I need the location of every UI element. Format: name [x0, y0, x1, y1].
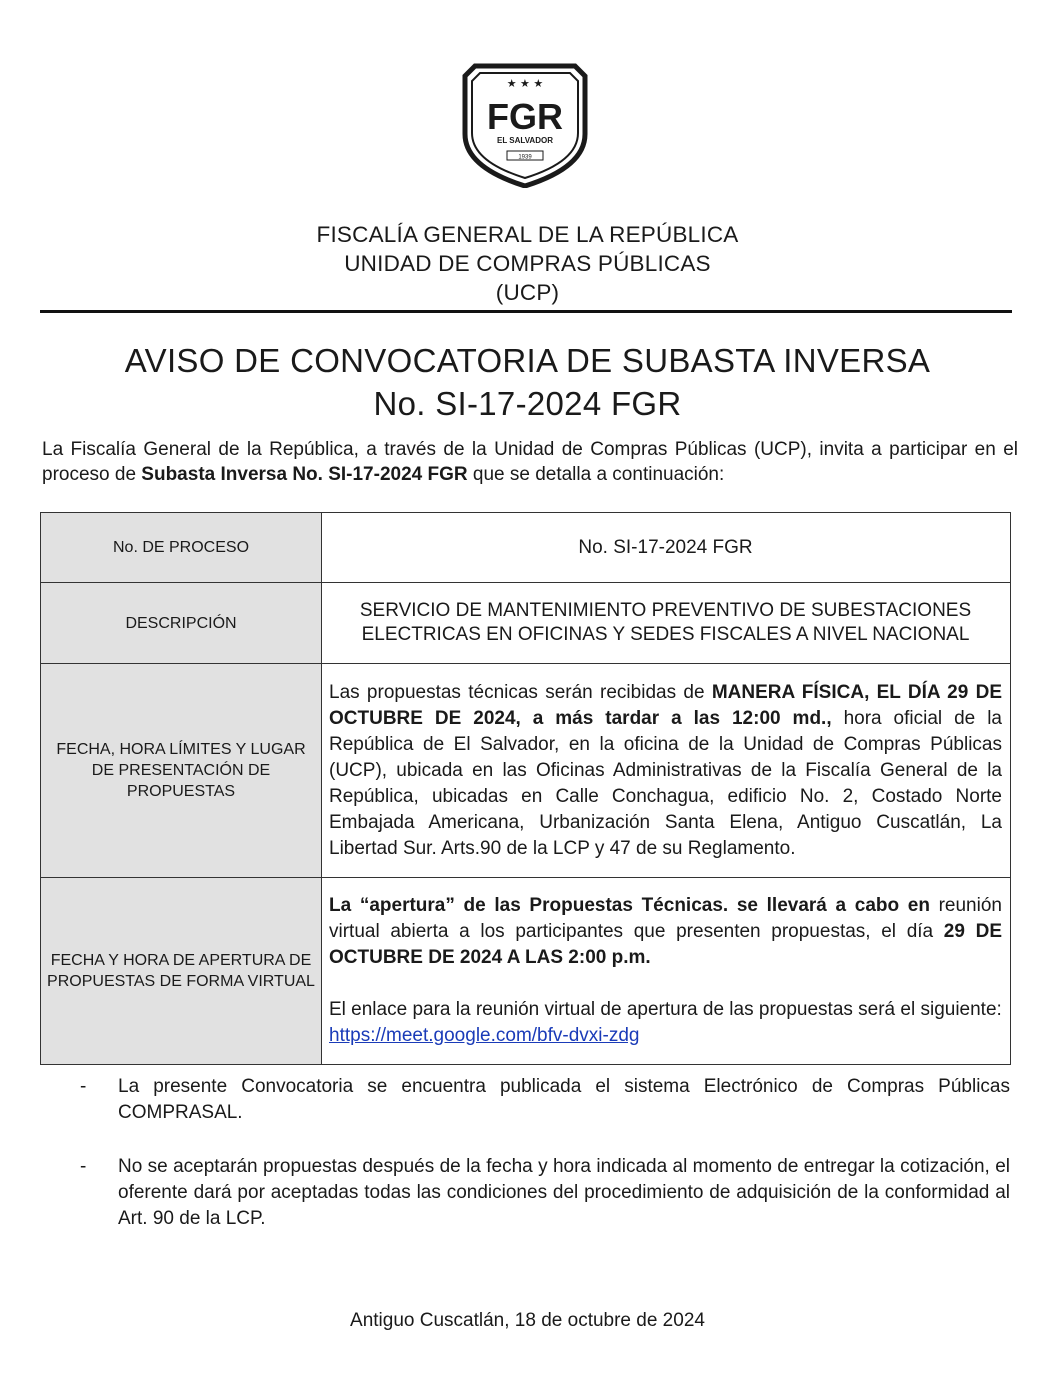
meeting-link[interactable]: https://meet.google.com/bfv-dvxi-zdg — [329, 1025, 640, 1046]
submission-text-a: Las propuestas técnicas serán recibidas de — [329, 681, 712, 703]
submission-bold: MANERA FÍSICA, EL DÍA 29 DE OCTUBRE DE 2024, a más tardar a las 12:00 md., — [329, 681, 1002, 729]
submission-text-b: hora oficial de la República de El Salvador, en la oficina de la Unidad de Compras Públicas (UCP), ubicada en las Oficinas Administrativas de la Fiscalía General de la República, ubicadas en Calle Conchagua, edificio No. 2, Costado Norte Embajada Americana, Urbanización Santa Elena, Antiguo Cuscatlán, La Libertad Sur. Arts.90 de la LCP y 47 de su Reglamento. — [329, 707, 1002, 859]
bullet-dash: - — [80, 1156, 87, 1177]
bullet-dash: - — [80, 1076, 87, 1097]
opening-value — [322, 878, 1011, 1065]
table-row — [41, 513, 1011, 583]
header-line-1: FISCALÍA GENERAL DE LA REPÚBLICA — [316, 222, 739, 247]
intro-paragraph — [42, 437, 1018, 487]
table-row — [41, 583, 1011, 664]
title-line-1: AVISO DE CONVOCATORIA DE SUBASTA INVERSA — [124, 342, 931, 379]
process-number-value: No. SI-17-2024 FGR — [322, 513, 1011, 583]
header-line-2: UNIDAD DE COMPRAS PÚBLICAS — [344, 251, 711, 276]
opening-bold-b: 29 DE OCTUBRE DE 2024 A LAS 2:00 p.m. — [329, 921, 1002, 968]
notes-list — [80, 1074, 1010, 1260]
intro-text-a: La Fiscalía General de la República, a través de la Unidad de Compras Públicas (UCP), invita a participar en el proceso de — [42, 439, 1018, 485]
fgr-shield-logo — [461, 62, 589, 188]
intro-text-b: que se detalla a continuación: — [467, 464, 725, 485]
opening-label: FECHA Y HORA DE APERTURA DE PROPUESTAS DE FORMA VIRTUAL — [41, 878, 322, 1065]
list-item — [80, 1074, 1010, 1126]
header-divider — [40, 310, 1012, 313]
logo-stars: ★ ★ ★ — [506, 77, 544, 90]
logo-country: EL SALVADOR — [496, 136, 554, 145]
bullet-text: La presente Convocatoria se encuentra publicada el sistema Electrónico de Compras Públicas COMPRASAL. — [118, 1076, 1010, 1123]
description-value: SERVICIO DE MANTENIMIENTO PREVENTIVO DE SUBESTACIONES ELECTRICAS EN OFICINAS Y SEDES FISCALES A NIVEL NACIONAL — [322, 583, 1011, 664]
title-line-2: No. SI-17-2024 FGR — [373, 385, 682, 422]
opening-text-a: reunión virtual abierta a los participantes que presenten propuestas, el día — [329, 895, 1002, 942]
logo-year: 1939 — [518, 154, 532, 161]
process-number-label: No. DE PROCESO — [41, 513, 322, 583]
place-and-date: Antiguo Cuscatlán, 18 de octubre de 2024 — [350, 1310, 705, 1331]
table-row — [41, 664, 1011, 878]
submission-label: FECHA, HORA LÍMITES Y LUGAR DE PRESENTACIÓN DE PROPUESTAS — [41, 664, 322, 878]
intro-bold: Subasta Inversa No. SI-17-2024 FGR — [141, 464, 468, 485]
process-details-table — [40, 512, 1011, 1065]
opening-paragraph — [329, 893, 1002, 971]
header-line-3: (UCP) — [495, 280, 560, 305]
bullet-text: No se aceptarán propuestas después de la fecha y hora indicada al momento de entregar la cotización, el oferente dará por aceptadas todas las condiciones del procedimiento de adquisición de la conformidad al Art. 90 de la LCP. — [118, 1156, 1010, 1229]
description-label: DESCRIPCIÓN — [41, 583, 322, 664]
opening-bold-a: La “apertura” de las Propuestas Técnicas. se llevará a cabo en — [329, 895, 930, 916]
submission-value — [322, 664, 1011, 878]
table-row — [41, 878, 1011, 1065]
list-item — [80, 1154, 1010, 1232]
link-intro: El enlace para la reunión virtual de apertura de las propuestas será el siguiente: — [329, 999, 1002, 1020]
document-title — [0, 339, 1055, 425]
logo-acronym: FGR — [487, 96, 563, 137]
institution-header — [0, 220, 1055, 307]
